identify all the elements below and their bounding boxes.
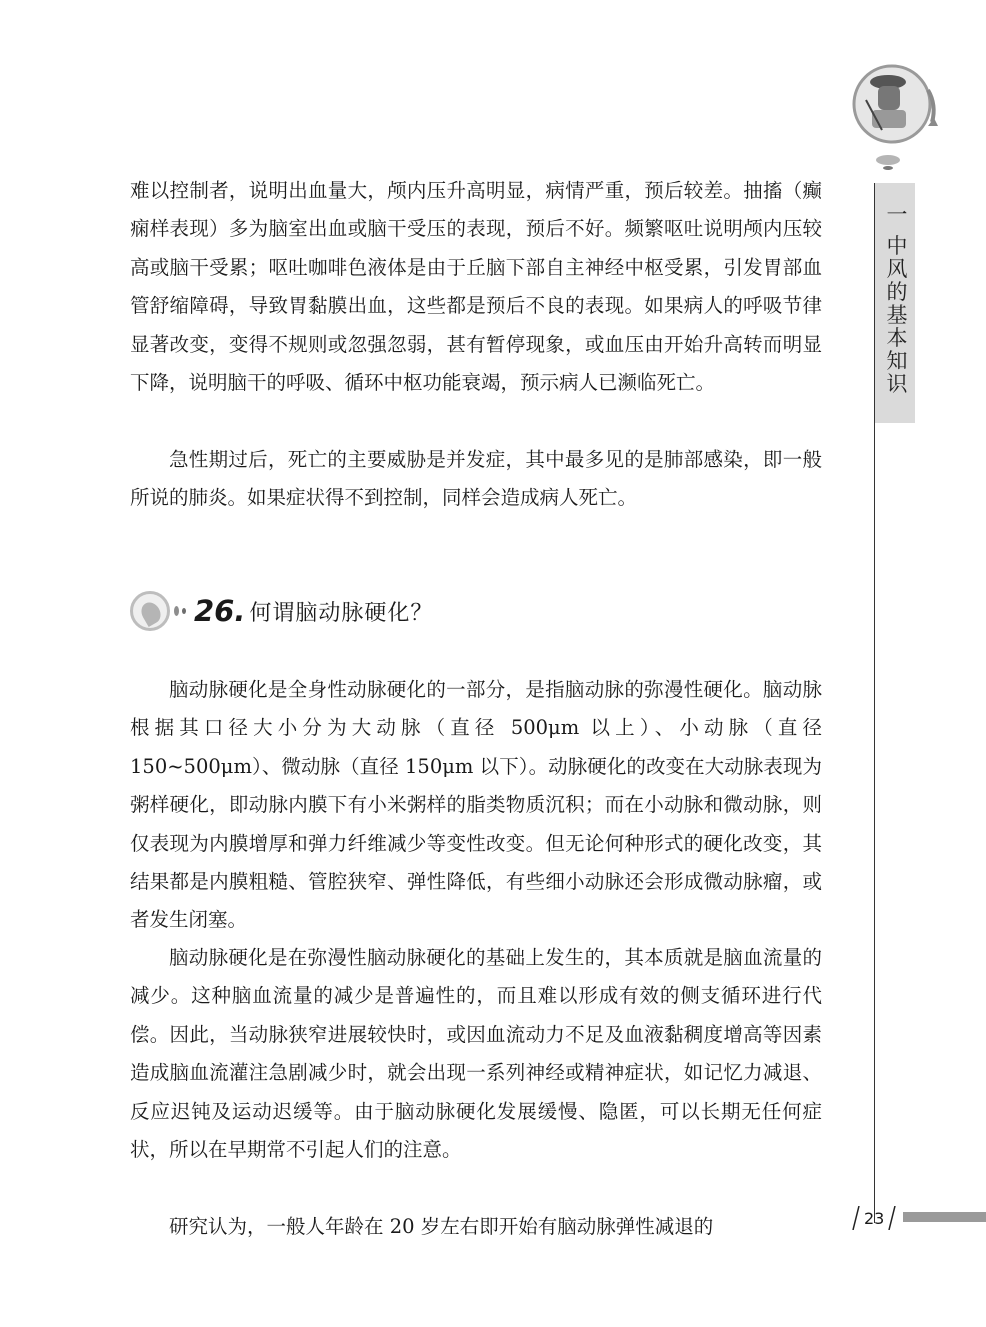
page-number: 23 [864,1208,885,1228]
section-leaf-icon [130,591,170,631]
book-logo-icon [848,60,944,170]
paragraph-5: 研究认为，一般人年龄在 20 岁左右即开始有脑动脉弹性减退的 [169,1215,714,1238]
page-number-bar [903,1212,986,1222]
section-heading [130,588,433,634]
section-number: 26. [194,594,246,628]
paragraph-3: 脑动脉硬化是全身性动脉硬化的一部分，是指脑动脉的弥漫性硬化。脑动脉根据其口径大小分为大动脉（直径 500μm 以上）、小动脉（直径 150~500μm）、微动脉（直径 150μm 以下）。动脉硬化的改变在大动脉表现为粥样硬化，即动脉内膜下有小米粥样的脂类物质沉积；而在小动脉和微动脉，则仅表现为内膜增厚和弹力纤维减少等变性改变。但无论何种形式的硬化改变，其结果都是内膜粗糙、管腔狭窄、弹性降低，有些细小动脉还会形成微动脉瘤，或者发生闭塞。 [130,678,822,932]
sidebar-divider [874,183,875,1223]
slash-left-icon [852,1206,860,1230]
paragraph-1: 难以控制者，说明出血量大，颅内压升高明显，病情严重，预后较差。抽搐（癫痫样表现）多为脑室出血或脑干受压的表现，预后不好。频繁呕吐说明颅内压较高或脑干受累；呕吐咖啡色液体是由于丘脑下部自主神经中枢受累，引发胃部血管舒缩障碍，导致胃黏膜出血，这些都是预后不良的表现。如果病人的呼吸节律显著改变，变得不规则或忽强忽弱，甚有暂停现象，或血压由开始升高转而明显下降，说明脑干的呼吸、循环中枢功能衰竭，预示病人已濒临死亡。 [130,179,822,395]
section-title: 何谓脑动脉硬化？ [249,600,434,626]
paragraph-4: 脑动脉硬化是在弥漫性脑动脉硬化的基础上发生的，其本质就是脑血流量的减少。这种脑血流量的减少是普遍性的，而且难以形成有效的侧支循环进行代偿。因此，当动脉狭窄进展较快时，或因血流动力不足及血液黏稠度增高等因素造成脑血流灌注急剧减少时，就会出现一系列神经或精神症状，如记忆力减退、反应迟钝及运动迟缓等。由于脑动脉硬化发展缓慢、隐匿，可以长期无任何症状，所以在早期常不引起人们的注意。 [130,946,822,1162]
heading-dots [174,606,186,616]
slash-right-icon [888,1206,896,1230]
page-number-box [852,1204,902,1232]
paragraph-2: 急性期过后，死亡的主要威胁是并发症，其中最多见的是肺部感染，即一般所说的肺炎。如果症状得不到控制，同样会造成病人死亡。 [130,448,822,510]
chapter-label: 一 中风的基本知识 [884,203,908,396]
